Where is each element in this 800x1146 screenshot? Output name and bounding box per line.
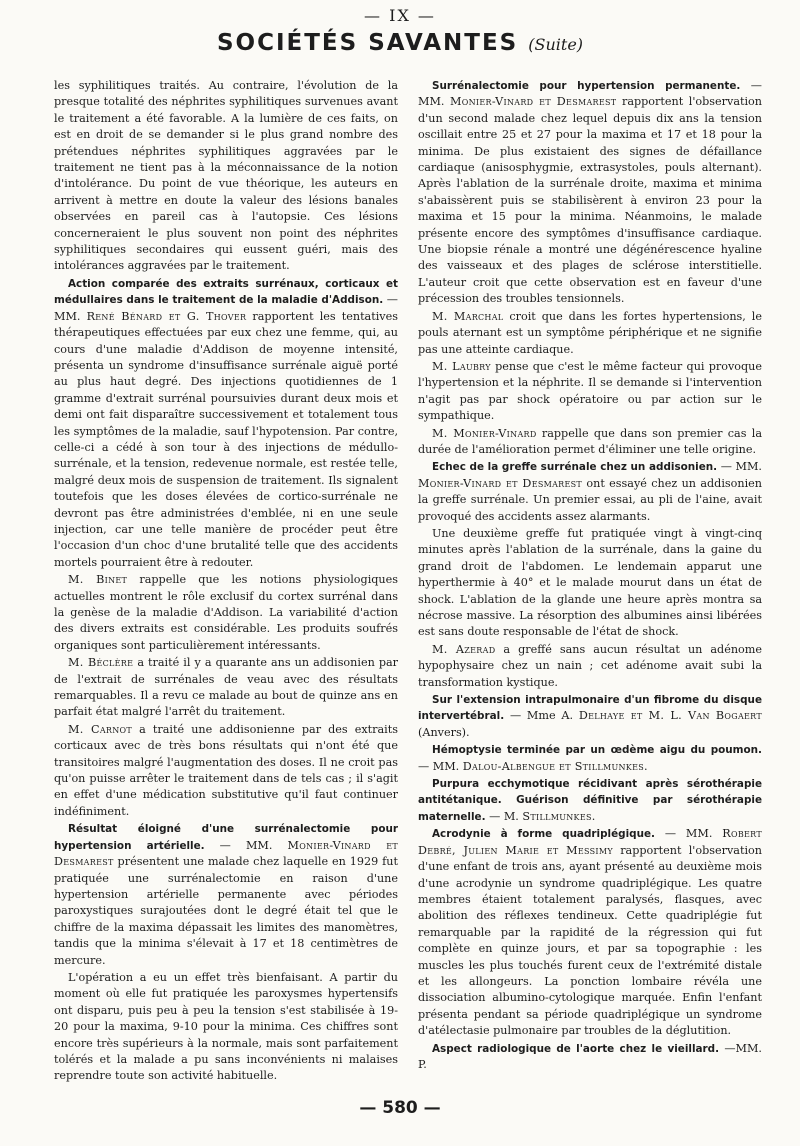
paragraph: [418, 359, 762, 425]
author-names: Stillmunkes.: [522, 809, 596, 823]
article-entry: [54, 276, 398, 571]
author-names: Robert Debré, Julien Marie et Messimy: [418, 827, 762, 857]
heading-dash: — MM.: [54, 293, 398, 323]
section-suite: (Suite): [528, 35, 584, 54]
heading-dash: —MM. P.: [418, 1041, 762, 1071]
paragraph: les syphilitiques traités. Au contraire, l'évolution de la presque totalité des néphrites syphilitiques survenues avant le traitement a été favorable. A la lumière de ces faits, on est en droit de se demander si le plus grand nombre des prétendues néphrites syphilitiques aggravées par le traitement ne tient pas à la méconnaissance de la notion d'intolérance. Du point de vue théorique, les auteurs en arrivent à mettre en doute la valeur des lésions banales observées en pareil cas à l'autopsie. Ces lésions concerneraient le plus souvent non point des néphrites syphilitiques secondaires qui eussent guéri, mais des intolérances aggravées par le traitement.: [54, 79, 398, 273]
section-title: [0, 30, 800, 58]
paragraph: [54, 655, 398, 721]
author-names: M. Marchal: [432, 309, 504, 323]
author-names: René Bénard et G. Thover: [86, 309, 247, 323]
page-number: — 580 —: [359, 1098, 441, 1118]
author-names: Monier-Vinard et Desmarest: [54, 838, 398, 869]
author-names: Dalou-Albengue et Stillmunkes.: [462, 759, 648, 773]
author-names: M. Laubry: [432, 359, 491, 373]
section-title-text: SOCIÉTÉS SAVANTES: [216, 30, 519, 56]
article-entry: [54, 821, 398, 969]
heading-dash: — MM.: [418, 79, 762, 109]
author-names: Monier-Vinard et Desmarest: [418, 476, 583, 490]
article-heading: Résultat éloigné d'une surrénalectomie pour hypertension artérielle.: [54, 823, 398, 852]
heading-dash: — MM.: [655, 827, 723, 841]
paragraph-text: ont essayé chez un addisonien la greffe surrénale. Un premier essai, au pli de l'aine, avait provoqué des accidents assez alarmants.: [418, 476, 762, 523]
author-names: Monier-Vinard et Desmarest: [450, 95, 617, 109]
article-entry: [418, 742, 762, 775]
paragraph: [418, 426, 762, 459]
paragraph-text: a traité il y a quarante ans un addisonien par de l'extrait de surrénales de veau avec des résultats remarquables. Il a revu ce malade au bout de quinze ans en parfait état malgré l'arrêt du traitement.: [54, 656, 399, 719]
article-heading: Echec de la greffe surrénale chez un addisonien.: [432, 461, 718, 474]
article-heading: Sur l'extension intrapulmonaire d'un fibrome du disque intervertébral.: [418, 694, 762, 723]
author-names: M. Carnot: [68, 722, 133, 736]
heading-dash: — MM.: [717, 460, 762, 474]
author-names: M. Azerad: [432, 642, 496, 656]
paragraph-text: rapportent l'observation d'une enfant de trois ans, ayant présenté au deuxième mois d'une acrodynie un syndrome quadriplégique. Les quatre membres étaient totalement paralysés, flasques, avec abolition des réflexes tendineux. Cette quadriplégie fut remarquable par la rapidité de la régression qui fut complète en quinze jours, et par sa topographie : les muscles les plus touchés furent ceux de l'extrémité distale et les allongeurs. La ponction lombaire révéla une dissociation albumino-cytologique marquée. Enfin l'enfant présenta pendant sa période quadriplégique un syndrome d'atélectasie pulmonaire par troubles de la déglutition.: [418, 843, 762, 1038]
paragraph-text: rapportent l'observation d'un second malade chez lequel depuis dix ans la tension oscillait entre 25 et 27 pour la maxima et 17 et 18 pour la minima. De plus existaient des signes de défaillance cardiaque (anisosphygmie, extrasystoles, pouls alternant). Après l'ablation de la surrénale droite, maxima et minima s'abaissèrent puis se stabilisèrent à environ 23 pour la maxima et 15 pour la minima. Néanmoins, le malade présente encore des symptômes d'insuffisance cardiaque. Une biopsie rénale a montré une dégénérescence hyaline des vaisseaux et des plages de sclérose interstitielle. L'auteur croit que cette observation est en faveur d'une précession des troubles tensionnels.: [418, 95, 763, 306]
left-column: [54, 78, 398, 1085]
article-entry: [418, 692, 762, 741]
article-heading: Surrénalectomie pour hypertension permanente.: [432, 80, 741, 92]
paragraph: L'opération a eu un effet très bienfaisant. A partir du moment où elle fut pratiquée les paroxysmes hypertensifs ont disparu, puis peu à peu la tension s'est stabilisée à 19-20 pour la maxima, 9-10 pour la minima. Ces chiffres sont encore très supérieurs à la normale, mais sont parfaitement tolérés et la malade a pu sans inconvénients ni malaises reprendre toute son activité habituelle.: [54, 970, 398, 1083]
paragraph-text: croit que dans les fortes hypertensions, le pouls aternant est un symptôme périphérique et ne signifie pas une atteinte cardiaque.: [418, 309, 762, 356]
article-entry: [418, 1041, 762, 1074]
paragraph-text: rappelle que dans son premier cas la durée de l'amélioration permet d'éliminer une telle origine.: [418, 426, 762, 456]
paragraph: [54, 572, 398, 654]
article-heading: Action comparée des extraits surrénaux, corticaux et médullaires dans le traitement de la maladie d'Addison.: [54, 277, 398, 307]
article-entry: [418, 459, 762, 525]
author-names: M. Béclère: [68, 656, 134, 670]
paragraph: Une deuxième greffe fut pratiquée vingt à vingt-cinq minutes après l'ablation de la surrénale, dans la gaine du grand droit de l'abdomen. Le lendemain apparut une hyperthermie à 40° et le malade mourut dans un état de shock. L'ablation de la glande une heure après montra sa nécrose massive. La résorption des albumines ainsi libérées est sans doute responsable de l'état de shock.: [418, 526, 762, 639]
article-entry: [418, 826, 762, 1039]
article-heading: Hémoptysie terminée par un œdème aigu du poumon.: [432, 744, 762, 757]
article-heading: Aspect radiologique de l'aorte chez le vieillard.: [432, 1042, 720, 1055]
paragraph: [54, 722, 398, 820]
heading-dash: — Mme A.: [504, 709, 579, 723]
article-entry: [418, 776, 762, 825]
author-names: M. Binet: [68, 573, 128, 587]
paragraph-text: (Anvers).: [418, 725, 470, 739]
article-entry: [418, 78, 762, 308]
page-roman-number: — IX —: [364, 6, 436, 25]
paragraph: [418, 642, 762, 691]
heading-dash: — MM.: [204, 838, 288, 852]
right-column: [418, 78, 762, 1073]
article-heading: Purpura ecchymotique récidivant après sérothérapie antitétanique. Guérison définitive par sérothérapie maternelle.: [418, 778, 762, 823]
page-header: [0, 6, 800, 58]
paragraph-text: rapportent les tentatives thérapeutiques effectuées par eux chez une femme, qui, au cours d'une maladie d'Addison de moyenne intensité, présenta un syndrome d'insuffisance surrénale aiguë porté au plus haut degré. Des injections quotidiennes de 1 gramme d'extrait surrénal poursuivies durant deux mois et demi ont fait disparaître successivement et totalement tous les symptômes de la maladie, sauf l'hypotension. Par contre, celle-ci a cédé à son tour à des injections de médullo-surrénale, et la tension, redevenue normale, est restée telle, malgré deux mois de suspension de traitement. Ils signalent toutefois que les doses élevées de cortico-surrénale ne devront pas être administrées d'emblée, ni en une seule injection, car une telle manière de procéder peut être l'occasion d'un choc d'une brutalité telle que des accidents mortels pourraient être à redouter.: [54, 309, 398, 569]
paragraph-text: présentent une malade chez laquelle en 1929 fut pratiquée une surrénalectomie en raison d'une hypertension artérielle permanente avec périodes paroxystiques surajoutées dont le degré était tel que le chiffre de la maxima dépassait les limites des manomètres, tandis que la minima s'élevait à 17 et 18 centimètres de mercure.: [54, 855, 398, 967]
heading-dash: — M.: [485, 809, 523, 823]
article-heading: Acrodynie à forme quadriplégique.: [432, 828, 655, 841]
paragraph-text: pense que c'est le même facteur qui provoque l'hypertension et la néphrite. Il se demande si l'intervention n'agit pas par shock opératoire ou par action sur le sympathique.: [418, 359, 763, 423]
paragraph-text: a greffé sans aucun résultat un adénome hypophysaire chez un nain ; cet adénome avait subi la transformation kystique.: [418, 642, 762, 689]
paragraph-text: rappelle que les notions physiologiques actuelles montrent le rôle exclusif du cortex surrénal dans la genèse de la maladie d'Addison. La variabilité d'action des divers extraits est considérable. Les produits soufrés organiques sont particulièrement intéressants.: [54, 573, 399, 652]
paragraph-text: a traité une addisonienne par des extraits corticaux avec de très bons résultats qui n'ont été que transitoires malgré l'augmentation des doses. Il ne croit pas qu'on puisse arrêter le traitement dans de tels cas ; il s'agit en effet d'une médication substitutive qu'il faut continuer indéfiniment.: [54, 722, 399, 818]
paragraph: [418, 309, 762, 358]
heading-dash: — MM.: [418, 759, 463, 773]
author-names: M. Monier-Vinard: [432, 426, 537, 440]
author-names: Delhaye et M. L. Van Bogaert: [578, 709, 763, 723]
